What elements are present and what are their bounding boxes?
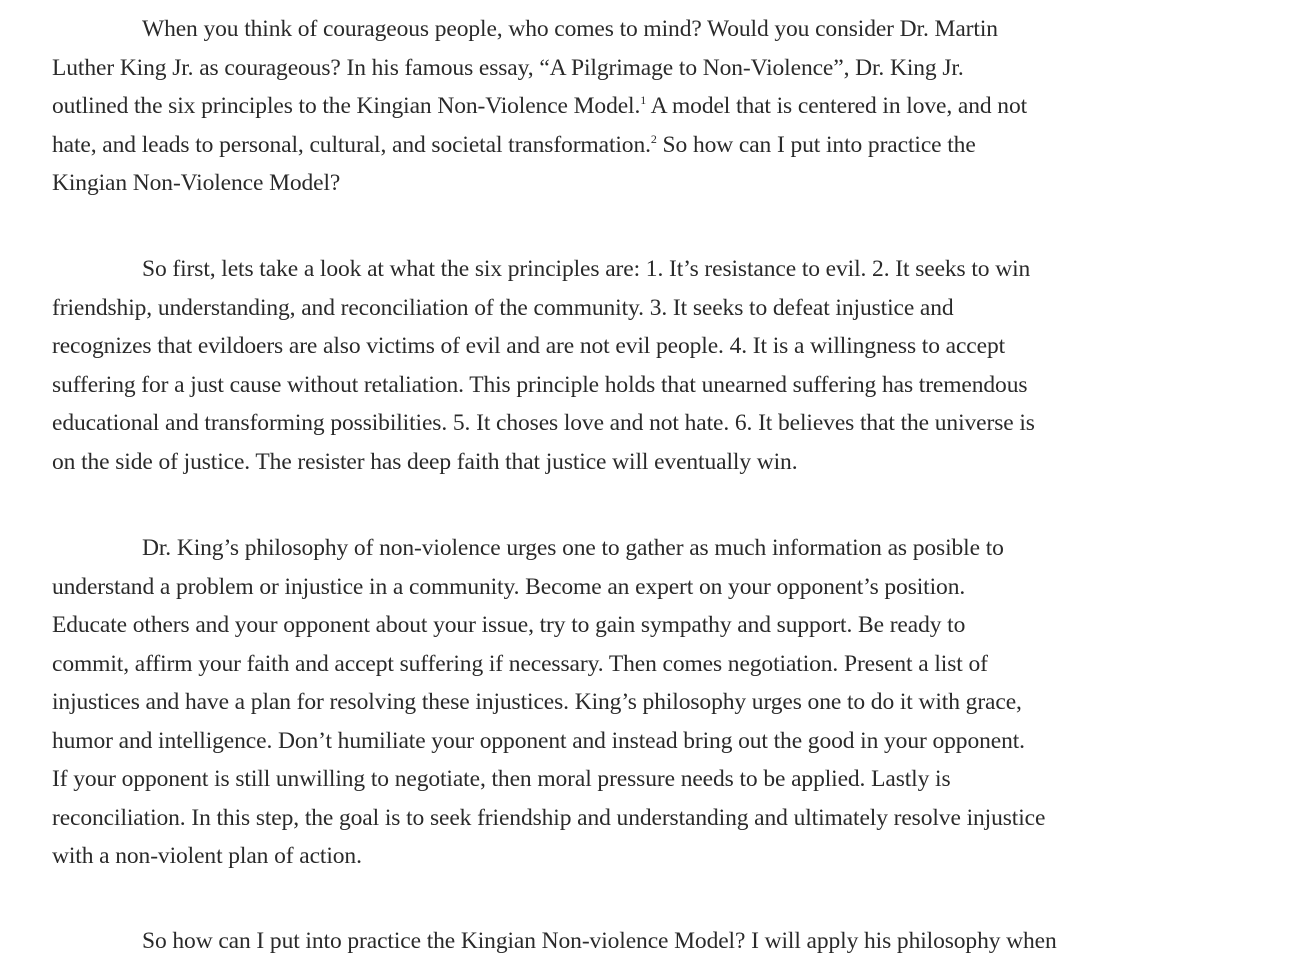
text-segment: A model that is centered in love, and not — [646, 93, 1028, 119]
paragraph-philosophy — [52, 529, 1197, 876]
text-line: understand a problem or injustice in a community. Become an expert on your opponent’s position. — [52, 573, 966, 600]
footnote-marker: 1 — [640, 93, 647, 107]
text-line — [52, 87, 1197, 126]
text-line: Dr. King’s philosophy of non-violence urges one to gather as much information as posible to — [142, 535, 1004, 561]
text-segment: outlined the six principles to the Kingian Non-Violence Model. — [52, 93, 641, 119]
text-line: educational and transforming possibilities. 5. It choses love and not hate. 6. It believes that the universe is — [52, 410, 1035, 436]
text-line: Educate others and your opponent about your issue, try to gain sympathy and support. Be ready to — [52, 612, 966, 638]
text-line: suffering for a just cause without retaliation. This principle holds that unearned suffering has tremendous — [52, 371, 1028, 398]
paragraph-application — [52, 922, 1197, 961]
text-line: injustices and have a plan for resolving these injustices. King’s philosophy urges one to do it with grace, — [52, 689, 1022, 715]
text-line: reconciliation. In this step, the goal is to seek friendship and understanding and ultimately resolve injustice — [52, 804, 1046, 831]
text-line: on the side of justice. The resister has deep faith that justice will eventually win. — [52, 448, 798, 475]
text-line: Luther King Jr. as courageous? In his famous essay, “A Pilgrimage to Non-Violence”, Dr. King Jr. — [52, 54, 964, 81]
text-segment: hate, and leads to personal, cultural, and societal transformation. — [52, 131, 651, 158]
text-line: When you think of courageous people, who comes to mind? Would you consider Dr. Martin — [142, 16, 998, 42]
text-segment: So how can I put into practice the — [656, 131, 976, 158]
text-line: humor and intelligence. Don’t humiliate your opponent and instead bring out the good in your opponent. — [52, 727, 1025, 754]
text-line: recognizes that evildoers are also victims of evil and are not evil people. 4. It is a willingness to accept — [52, 333, 1006, 359]
text-line: commit, affirm your faith and accept suffering if necessary. Then comes negotiation. Present a list of — [52, 650, 988, 677]
text-line: If your opponent is still unwilling to negotiate, then moral pressure needs to be applied. Lastly is — [52, 766, 951, 792]
text-line: Kingian Non-Violence Model? — [52, 170, 341, 196]
text-line: So first, lets take a look at what the six principles are: 1. It’s resistance to evil. 2. It seeks to win — [142, 256, 1031, 282]
text-line: So how can I put into practice the Kingian Non-violence Model? I will apply his philosophy when — [142, 928, 1057, 954]
text-line: with a non-violent plan of action. — [52, 843, 362, 869]
text-line: friendship, understanding, and reconciliation of the community. 3. It seeks to defeat injustice and — [52, 294, 954, 321]
footnote-marker: 2 — [650, 131, 657, 146]
paragraph-principles — [52, 250, 1197, 481]
paragraph-intro — [52, 10, 1197, 203]
text-line — [52, 126, 1197, 165]
